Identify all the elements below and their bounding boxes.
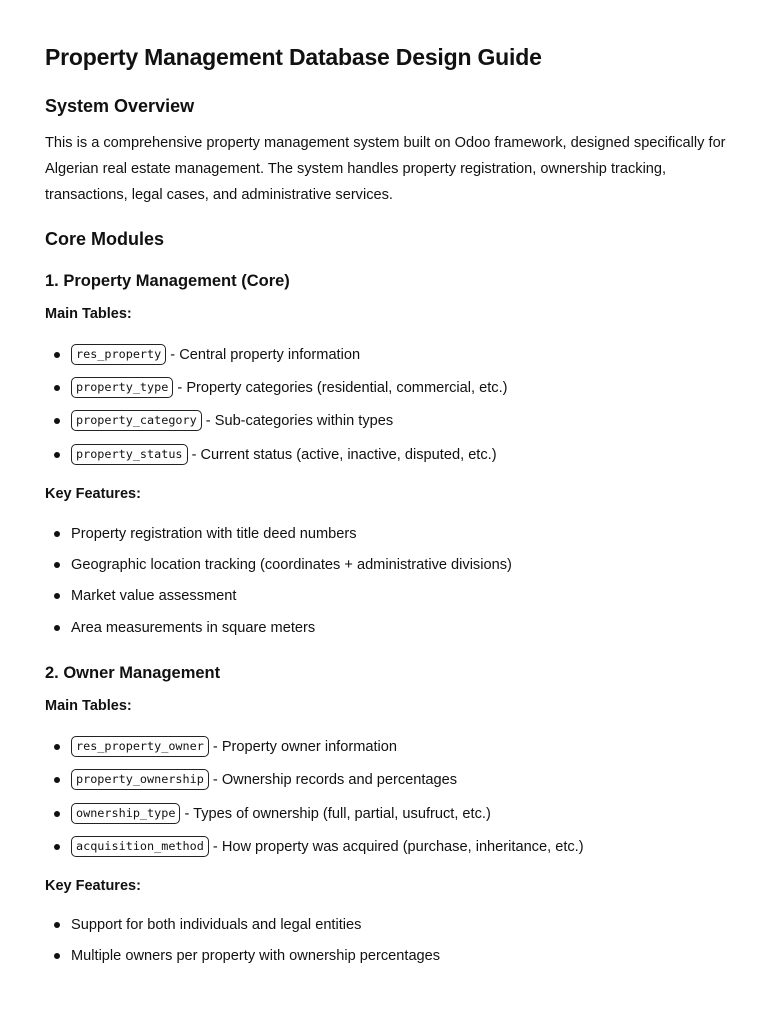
bullet-icon xyxy=(54,562,60,568)
table-code: ownership_type xyxy=(71,803,180,824)
feature-text: Support for both individuals and legal entities xyxy=(71,917,362,933)
table-description: - Current status (active, inactive, disputed, etc.) xyxy=(187,447,497,463)
bullet-icon xyxy=(54,844,60,850)
list-item xyxy=(45,410,393,431)
bullet-icon xyxy=(54,625,60,631)
feature-text: Geographic location tracking (coordinates + administrative divisions) xyxy=(71,557,512,573)
bullet-icon xyxy=(54,452,60,458)
table-code: property_ownership xyxy=(71,769,209,790)
list-item xyxy=(45,736,397,757)
list-item xyxy=(45,557,512,573)
module-1-main-tables-label: Main Tables: xyxy=(45,306,132,322)
table-code: res_property xyxy=(71,344,166,365)
list-item xyxy=(45,588,236,604)
list-item xyxy=(45,444,497,465)
feature-text: Market value assessment xyxy=(71,588,237,604)
bullet-icon xyxy=(54,385,60,391)
feature-text: Area measurements in square meters xyxy=(71,620,316,636)
feature-text: Multiple owners per property with ownership percentages xyxy=(71,948,441,964)
list-item xyxy=(45,344,360,365)
list-item xyxy=(45,836,584,857)
overview-line-3: transactions, legal cases, and administrative services. xyxy=(45,187,393,203)
module-1-heading: 1. Property Management (Core) xyxy=(45,272,290,290)
feature-text: Property registration with title deed numbers xyxy=(71,526,357,542)
table-description: - Property owner information xyxy=(208,739,398,755)
bullet-icon xyxy=(54,352,60,358)
table-code: res_property_owner xyxy=(71,736,209,757)
table-description: - Sub-categories within types xyxy=(201,413,394,429)
table-description: - Ownership records and percentages xyxy=(208,772,458,788)
table-description: - Property categories (residential, commercial, etc.) xyxy=(173,380,508,396)
overview-paragraph xyxy=(45,130,730,208)
module-2-key-features-label: Key Features: xyxy=(45,878,141,894)
list-item xyxy=(45,620,315,636)
core-modules-heading: Core Modules xyxy=(45,229,165,249)
table-description: - Central property information xyxy=(166,347,361,363)
table-code: property_type xyxy=(71,377,173,398)
list-item xyxy=(45,803,491,824)
list-item xyxy=(45,526,357,542)
system-overview-heading: System Overview xyxy=(45,96,195,116)
overview-line-2: Algerian real estate management. The system handles property registration, ownership tracking, xyxy=(45,161,667,177)
bullet-icon xyxy=(54,744,60,750)
overview-line-1: This is a comprehensive property management system built on Odoo framework, designed specifically for xyxy=(45,135,726,151)
list-item xyxy=(45,377,508,398)
module-1-key-features-label: Key Features: xyxy=(45,486,141,502)
bullet-icon xyxy=(54,593,60,599)
table-code: acquisition_method xyxy=(71,836,209,857)
bullet-icon xyxy=(54,418,60,424)
bullet-icon xyxy=(54,811,60,817)
page-title: Property Management Database Design Guide xyxy=(45,44,542,70)
table-description: - How property was acquired (purchase, inheritance, etc.) xyxy=(208,839,584,855)
bullet-icon xyxy=(54,922,60,928)
module-2-heading: 2. Owner Management xyxy=(45,664,221,682)
table-code: property_status xyxy=(71,444,188,465)
bullet-icon xyxy=(54,531,60,537)
bullet-icon xyxy=(54,953,60,959)
bullet-icon xyxy=(54,777,60,783)
list-item xyxy=(45,948,440,964)
list-item xyxy=(45,917,361,933)
module-2-main-tables-label: Main Tables: xyxy=(45,698,132,714)
table-description: - Types of ownership (full, partial, usufruct, etc.) xyxy=(180,806,491,822)
list-item xyxy=(45,769,457,790)
table-code: property_category xyxy=(71,410,202,431)
